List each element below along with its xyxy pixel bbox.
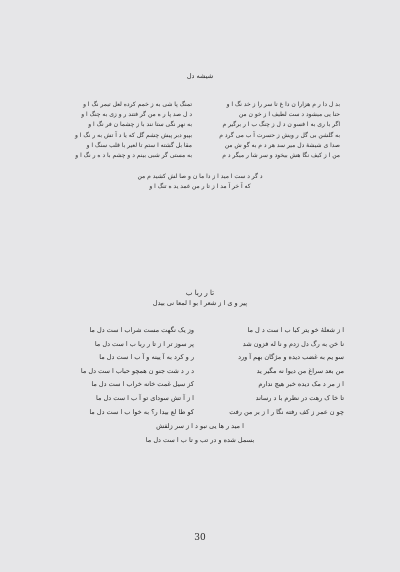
verse-line: مقا بل گشته ا ستم تا لعیر با قلب سنگ ا و <box>86 141 192 149</box>
verse-line: نا خن به رگ دل زدم و نا له فزون شد <box>242 339 344 348</box>
verse-line: اگر با ری به ا فسو ن د ل ز چنگ ب ا ر برگیر م <box>222 121 340 129</box>
poem1-right-column <box>219 100 340 161</box>
verse-line: ا مید ر ها یی نبو د ا ز سر زلفش <box>156 422 244 430</box>
poem2-closing-couplet <box>0 420 400 447</box>
verse-line: بد ل دا ر م هزارا ن دا غ تا سر را ز خد نگ ا و <box>226 101 340 108</box>
poem2-title: تا ر ربا ب <box>185 289 215 297</box>
verse-line: تمنگ پا شی به ز خمم کرده لعل تیمر نگ ا و <box>83 101 192 108</box>
verse-line: کز سیل غمت خانه خراب ا ست دل ما <box>91 380 194 389</box>
verse-line: به نهر نگی ستا نند با ز چشما ن فر نگ ا و <box>88 121 192 129</box>
verse-line: صدا ی شیشۀ دل میر سد هر د م به گو ش من <box>224 141 340 149</box>
poem2-left-column <box>81 324 194 419</box>
verse-line: د گر د ست ا مید ا ز دا ما ن و صا لش کشید م من <box>137 173 263 180</box>
verse-line: کو طا لع بیدا ر؟ به خوا ب ا ست دل ما <box>89 407 194 416</box>
page-number: 30 <box>194 533 206 543</box>
verse-line: ا ز شعلهٔ خو یتر کبا ب ا ست د ل ما <box>247 326 344 334</box>
verse-line: سو یم به غضب دیده و مژگان بهم آ ورد <box>238 353 344 362</box>
poem2-right-column <box>229 324 344 419</box>
poem2-subtitle: پیر و ی ا ز شعر ا بو ا لمعا نی بیدل <box>152 299 248 307</box>
verse-line: چو ن عمر ز کف رفته نگا ر ا ز بر من رفت <box>229 407 344 416</box>
poem1-left-column <box>75 100 192 161</box>
verse-line: من ا ز کیف نگا هش بیخود و سر شا ر میگر د م <box>222 152 340 160</box>
verse-line: د ل صد پا ر ه من گر فتند ر و زی به چنگ ا و <box>81 111 192 119</box>
verse-line: بسمل شده و در تب و تا ب ا ست دل ما <box>145 435 255 444</box>
poem1-title: شیشه دل <box>186 72 214 80</box>
verse-line: ا ز مر د مک دیده خبر هیچ ندارم <box>258 380 344 389</box>
verse-line: به گلشن بی گل ر ویش ز حسرت آ ب می گرد م <box>219 131 340 139</box>
poem1-closing-couplet <box>0 172 400 192</box>
verse-line: ر و کرد به آ یینه و آ ب ا ست دل ما <box>99 353 194 362</box>
verse-line: به مستی گر شبی بینم د و چشم با د ه ر نگ ا و <box>75 152 192 160</box>
verse-line: من بعد سراغ من دیوا نه مگیر ید <box>256 366 344 375</box>
verse-line: د ر د شت جنو ن همچو حباب ا ست دل ما <box>80 366 194 375</box>
verse-line: وز یک نگهت مست شراب ا ست دل ما <box>89 326 194 334</box>
verse-line: که آ خر آ مد ا ز تا ر من غمد ید ه تنگ ا و <box>149 183 251 191</box>
verse-line: بپیو دبر پیش چشم گل که یا د آ تش به ر نگ ا و <box>75 131 192 139</box>
verse-line: تا خا ک رهت در نظرم با د رساند <box>255 393 344 402</box>
verse-line: ا ز آ تش سودای تو آ ب ا ست دل ما <box>96 393 194 402</box>
verse-line: پر سوز تر ا ز تا ر ربا ب ا ست دل ما <box>94 339 194 348</box>
verse-line: حنا یی میشود د ست لطیف ا ز خو ن من <box>238 111 340 119</box>
